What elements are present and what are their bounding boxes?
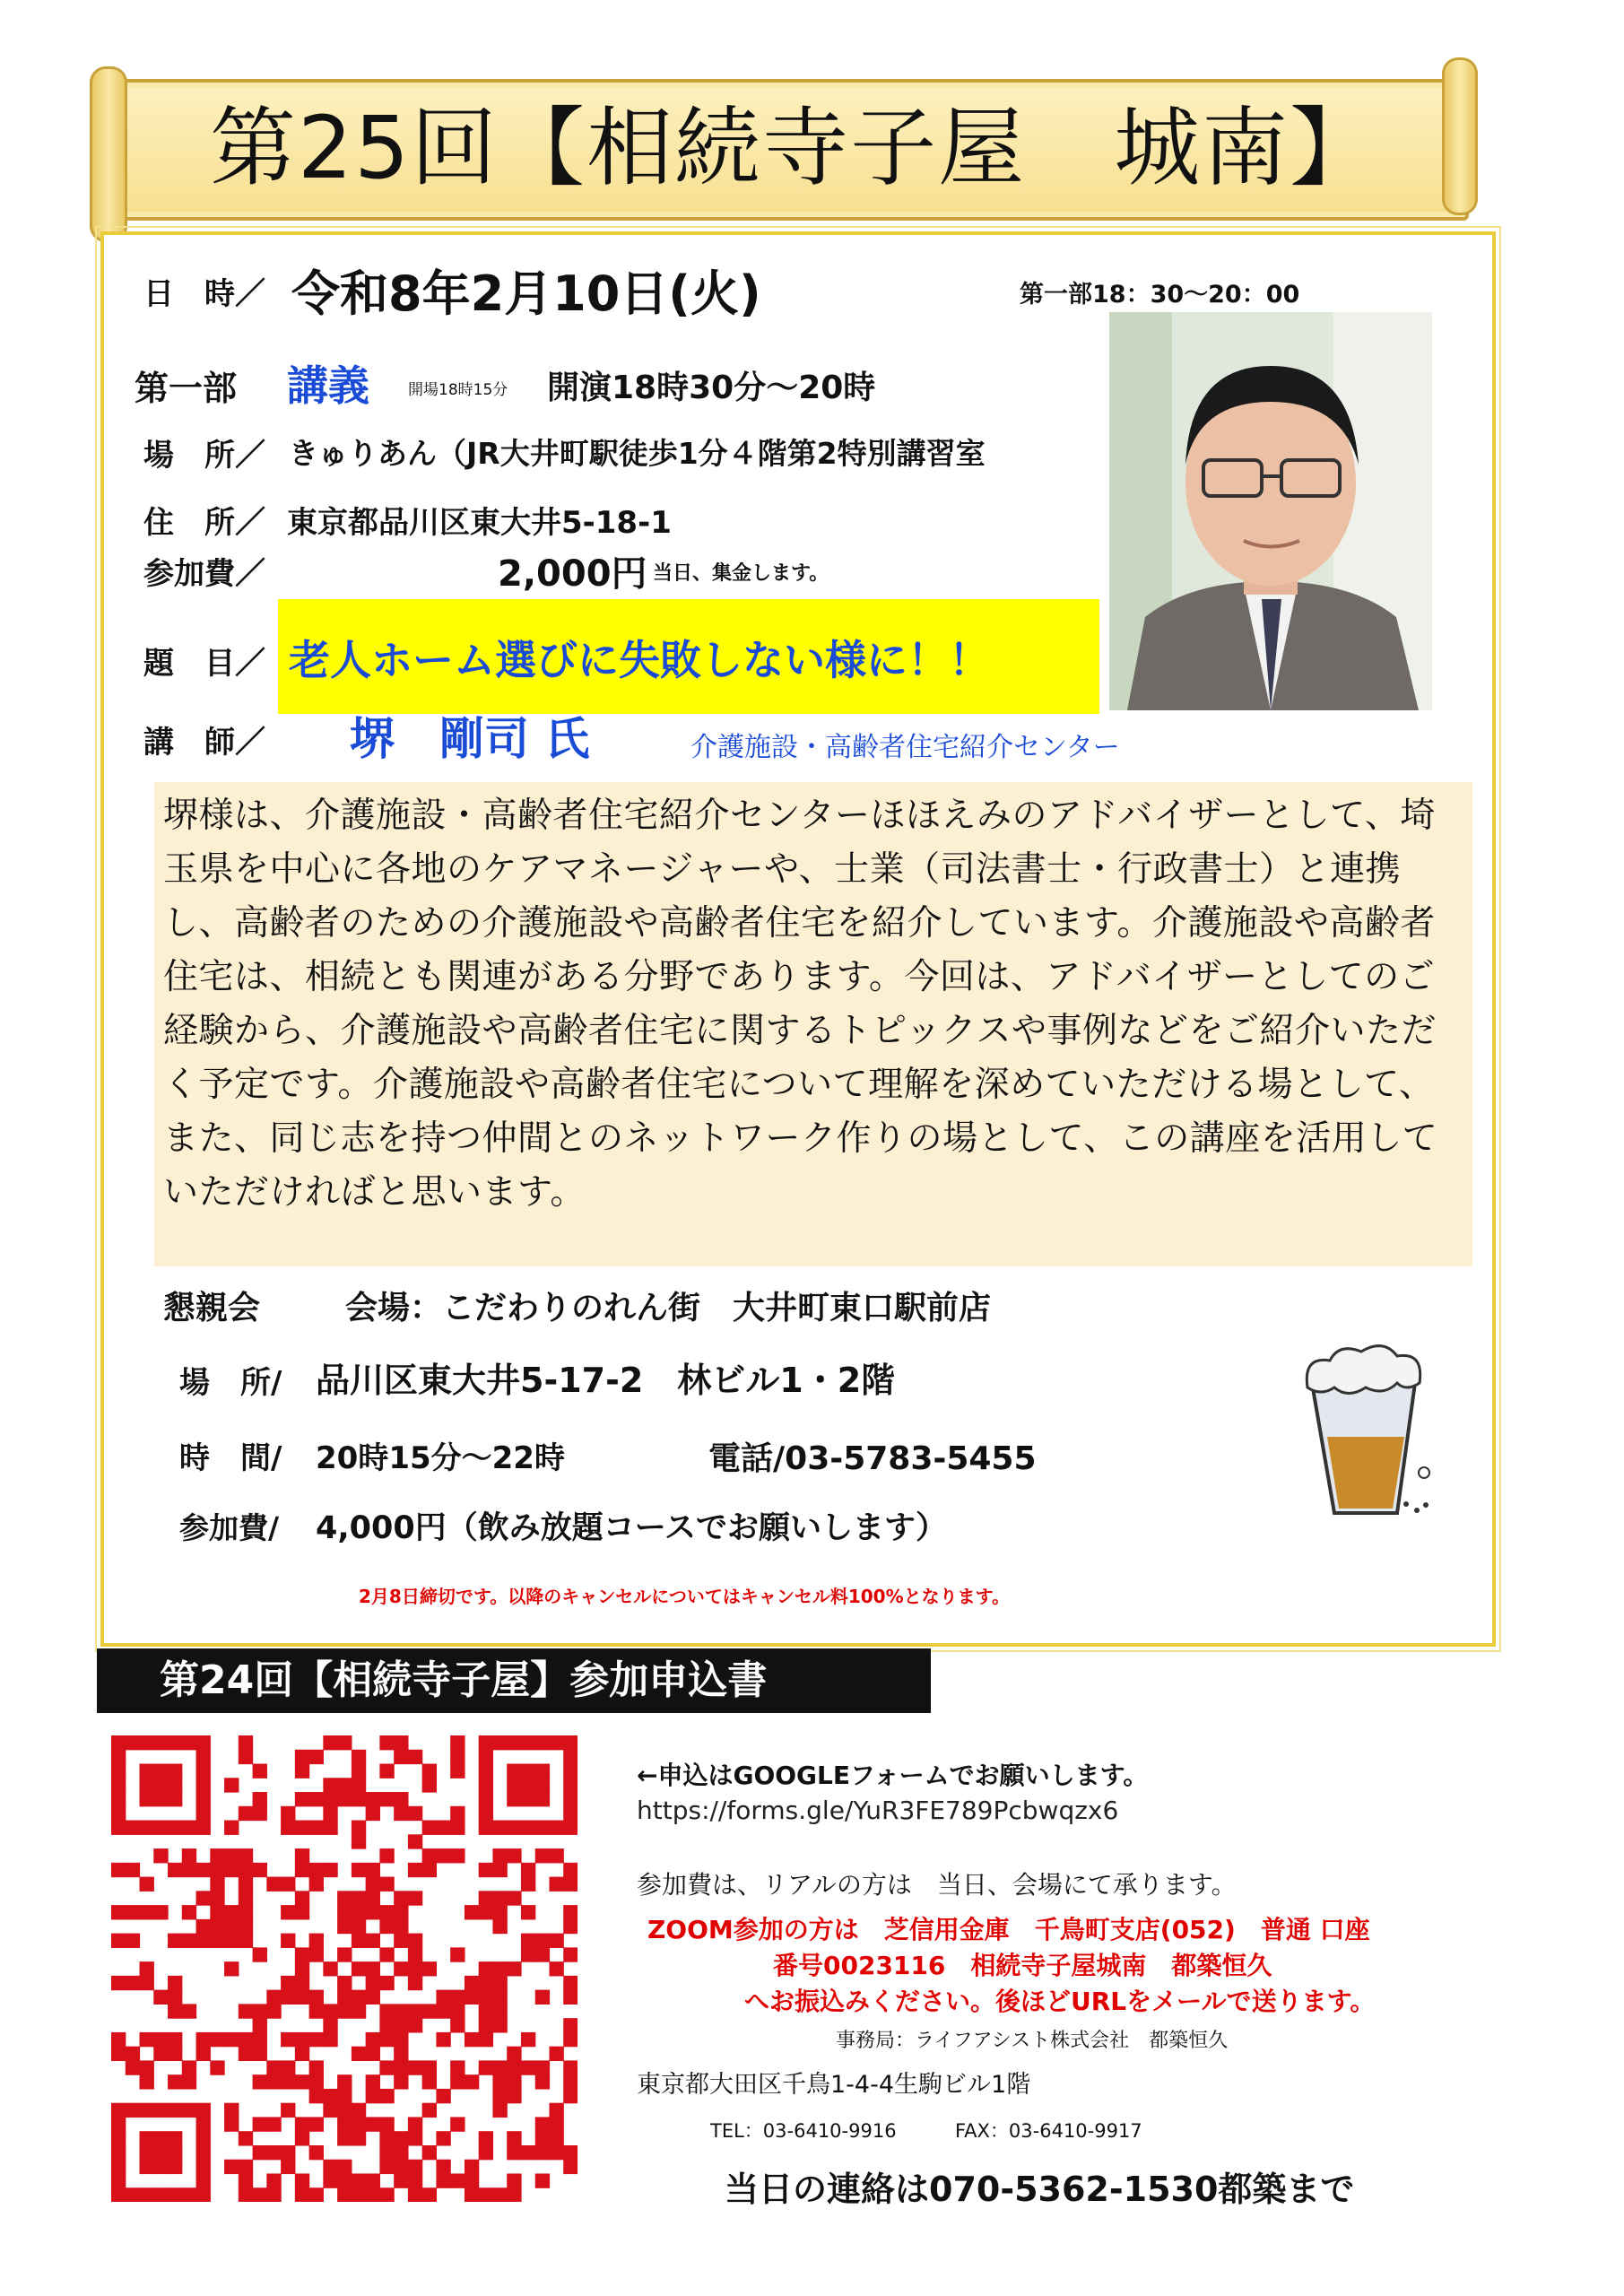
topic-value: 老人ホーム選びに失敗しない様に！！ xyxy=(289,636,990,684)
lecture-kind: 講義 xyxy=(287,361,369,410)
part1-time: 第一部18：30〜20：00 xyxy=(1020,281,1300,309)
title-banner xyxy=(99,79,1469,221)
place-value: きゅりあん（JR大井町駅徒歩1分４階第2特別講習室 xyxy=(289,436,986,471)
qr-code[interactable] xyxy=(111,1735,578,2202)
zoom-line-3: へお振込みください。後ほどURLをメールで送ります。 xyxy=(744,1987,1376,2016)
speaker-org: 介護施設・高齢者住宅紹介センター xyxy=(690,732,1120,763)
beer-glass-icon xyxy=(1298,1338,1433,1526)
doors-time: 開場18時15分 xyxy=(408,381,508,399)
cancel-deadline: 2月8日締切です。以降のキャンセルについてはキャンセル料100%となります。 xyxy=(359,1586,1011,1607)
party-time-value: 20時15分〜22時 xyxy=(316,1440,565,1476)
page-title: 第25回【相続寺子屋 城南】 xyxy=(210,98,1378,198)
party-phone: 電話/03-5783-5455 xyxy=(708,1440,1037,1477)
place-label: 場 所／ xyxy=(143,438,265,474)
topic-label: 題 目／ xyxy=(143,646,265,682)
fee-value: 2,000円 xyxy=(498,553,647,595)
party-label: 懇親会 xyxy=(163,1290,261,1326)
office-tel: TEL：03-6410-9916 xyxy=(710,2120,897,2142)
part-label: 第一部 xyxy=(135,369,238,408)
party-place-value: 品川区東大井5-17-2 林ビル1・2階 xyxy=(316,1361,896,1400)
event-date: 令和8年2月10日(火) xyxy=(291,265,761,322)
form-header: 第24回【相続寺子屋】参加申込書 xyxy=(97,1648,931,1713)
speaker-name: 堺 剛司 氏 xyxy=(350,713,590,765)
speaker-portrait xyxy=(1109,312,1432,710)
party-time-label: 時 間/ xyxy=(179,1440,282,1476)
scroll-curl-left xyxy=(90,66,127,242)
party-fee-label: 参加費/ xyxy=(179,1510,280,1545)
speaker-photo xyxy=(1109,312,1432,710)
office-address: 東京都大田区千鳥1-4-4生駒ビル1階 xyxy=(637,2071,1031,2099)
scroll-curl-right xyxy=(1442,57,1478,215)
google-form-note: ←申込はGOOGLEフォームでお願いします。 xyxy=(637,1761,1149,1790)
party-place-label: 場 所/ xyxy=(179,1365,282,1401)
day-of-contact: 当日の連絡は070-5362-1530都築まで xyxy=(725,2170,1355,2209)
form-url[interactable]: https://forms.gle/YuR3FE789Pcbwqzx6 xyxy=(637,1796,1119,1825)
speaker-bio: 堺様は、介護施設・高齢者住宅紹介センターほほえみのアドバイザーとして、埼玉県を中心に各地のケアマネージャーや、士業（司法書士・行政書士）と連携し、高齢者のための介護施設や高齢者住宅を紹介しています。介護施設や高齢者住宅は、相続とも関連がある分野であります。今回は、アドバイザーとしてのご経験から、介護施設や高齢者住宅に関するトピックスや事例などをご紹介いただく予定です。介護施設や高齢者住宅について理解を深めていただける場として、また、同じ志を持つ仲間とのネットワーク作りの場として、この講座を活用していただければと思います。 xyxy=(154,782,1472,1266)
office-info: 事務局：ライフアシスト株式会社 都築恒久 xyxy=(836,2030,1229,2052)
fee-label: 参加費／ xyxy=(143,556,265,592)
office-fax: FAX：03-6410-9917 xyxy=(955,2120,1142,2142)
zoom-line-2: 番号0023116 相続寺子屋城南 都築恒久 xyxy=(773,1951,1272,1980)
lecture-time: 開演18時30分〜20時 xyxy=(547,370,876,406)
party-venue: 会場：こだわりのれん街 大井町東口駅前店 xyxy=(345,1290,992,1326)
fee-note: 当日、集金します。 xyxy=(653,562,829,585)
real-fee-note: 参加費は、リアルの方は 当日、会場にて承ります。 xyxy=(637,1870,1237,1900)
address-label: 住 所／ xyxy=(143,505,265,541)
date-label: 日 時／ xyxy=(143,276,265,312)
address-value: 東京都品川区東大井5-18-1 xyxy=(287,505,672,541)
party-fee-value: 4,000円（飲み放題コースでお願いします） xyxy=(316,1510,947,1546)
zoom-line-1: ZOOM参加の方は 芝信用金庫 千鳥町支店(052) 普通 口座 xyxy=(647,1915,1370,1944)
speaker-label: 講 師／ xyxy=(143,725,265,761)
